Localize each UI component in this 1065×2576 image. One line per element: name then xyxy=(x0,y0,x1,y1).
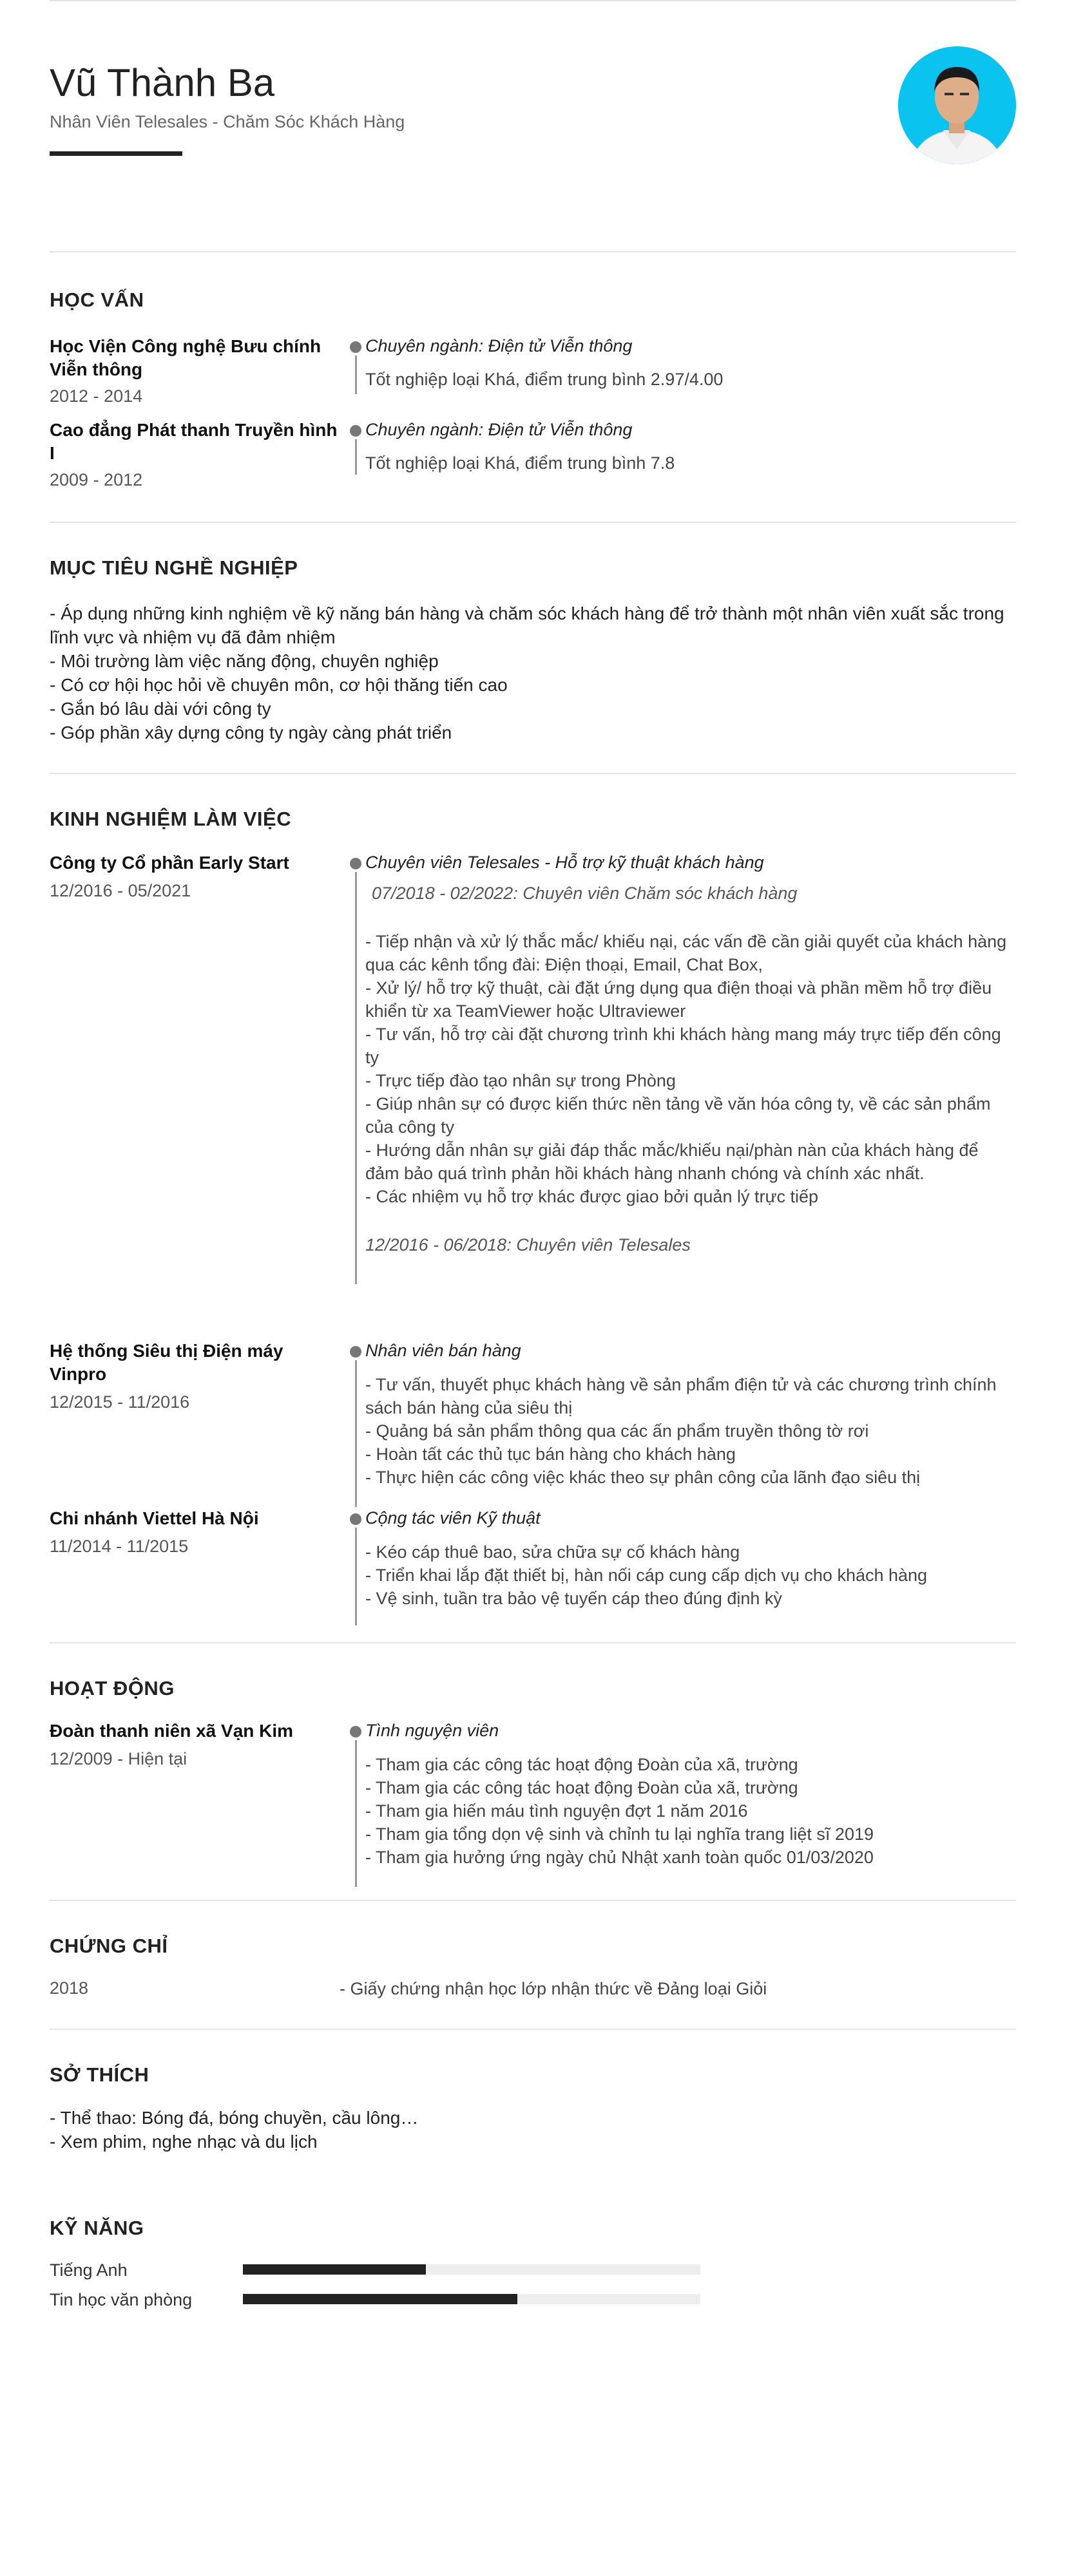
job-role: Chuyên viên Telesales - Hỗ trợ kỹ thuật khách hàng xyxy=(365,853,764,872)
experience-section xyxy=(50,773,1016,1643)
activity-dates: 12/2009 - Hiện tại xyxy=(50,1749,187,1768)
job-role: Nhân viên bán hàng xyxy=(365,1341,521,1360)
education-detail: Tốt nghiệp loại Khá, điểm trung bình 7.8 xyxy=(365,453,675,473)
job-detail: - Tiếp nhận và xử lý thắc mắc/ khiếu nại, các vấn đề cần giải quyết của khách hàng qua các kênh tổng đài: Điện thoại, Email, Chat Box, - Xử lý/ hỗ trợ kỹ thuật, cài đặt ứng dụng qua điện thoại và phần mềm hỗ trợ điều khiển từ xa TeamViewer hoặc Ultraviewer - Tư vấn, hỗ trợ cài đặt chương trình khi khách hàng mang máy trực tiếp đến công ty - Trực tiếp đào tạo nhân sự trong Phòng - Giúp nhân sự có được kiến thức nền tảng về văn hóa công ty, về các sản phẩm của công ty - Hướng dẫn nhân sự giải đáp thắc mắc/khiếu nại/phàn nàn của khách hàng để đảm bảo quá trình phản hồi khách hàng nhanh chóng và chính xác nhất. - Các nhiệm vụ hỗ trợ khác được giao bởi quản lý trực tiếp xyxy=(365,932,1007,1206)
timeline-line xyxy=(355,1528,357,1625)
timeline-line xyxy=(355,439,357,475)
timeline-dot xyxy=(350,425,361,437)
objective-text: - Áp dụng những kinh nghiệm về kỹ năng bán hàng và chăm sóc khách hàng để trở thành một nhân viên xuất sắc trong lĩnh vực và nhiệm vụ đã đảm nhiệm - Môi trường làm việc năng động, chuyên nghiệp - Có cơ hội học hỏi về chuyên môn, cơ hội thăng tiến cao - Gắn bó lâu dài với công ty - Góp phần xây dựng công ty ngày càng phát triển xyxy=(50,603,1004,743)
hobbies-section xyxy=(50,2029,1016,2184)
activity-detail: - Tham gia các công tác hoạt động Đoàn của xã, trường - Tham gia các công tác hoạt động Đoàn của xã, trường - Tham gia hiến máu tình nguyện đợt 1 năm 2016 - Tham gia tổng dọn vệ sinh và chỉnh tu lại nghĩa trang liệt sĩ 2019 - Tham gia hưởng ứng ngày chủ Nhật xanh toàn quốc 01/03/2020 xyxy=(365,1755,874,1867)
certificate-year: 2018 xyxy=(50,1978,89,1998)
profile-photo xyxy=(898,46,1016,164)
name-underline xyxy=(50,151,182,156)
job-dates: 11/2014 - 11/2015 xyxy=(50,1537,189,1556)
skill-bar-fill xyxy=(243,2264,426,2275)
skill-label: Tin học văn phòng xyxy=(50,2290,193,2309)
hobbies-text: - Thể thao: Bóng đá, bóng chuyền, cầu lông… - Xem phim, nghe nhạc và du lịch xyxy=(50,2108,419,2152)
timeline-line xyxy=(355,355,357,394)
timeline-dot xyxy=(350,1726,361,1738)
skill-label: Tiếng Anh xyxy=(50,2260,128,2280)
job-subrole: 07/2018 - 02/2022: Chuyên viên Chăm sóc khách hàng xyxy=(372,884,798,903)
job-dates: 12/2015 - 11/2016 xyxy=(50,1392,190,1412)
skill-bar-fill xyxy=(243,2294,517,2304)
timeline-dot xyxy=(350,858,361,869)
job-detail: - Kéo cáp thuê bao, sửa chữa sự cố khách hàng - Triển khai lắp đặt thiết bị, hàn nối cáp cung cấp dịch vụ cho khách hàng - Vệ sinh, tuần tra bảo vệ tuyến cáp theo đúng định kỳ xyxy=(365,1542,928,1608)
timeline-line xyxy=(355,1740,357,1887)
profile-photo-person-icon xyxy=(898,46,1016,164)
school-name: Cao đẳng Phát thanh Truyền hình I xyxy=(50,420,338,463)
education-major: Chuyên ngành: Điện tử Viễn thông xyxy=(365,420,633,439)
company-name: Hệ thống Siêu thị Điện máy Vinpro xyxy=(50,1341,283,1384)
education-dates: 2009 - 2012 xyxy=(50,470,143,489)
company-name: Công ty Cổ phần Early Start xyxy=(50,853,289,873)
candidate-title: Nhân Viên Telesales - Chăm Sóc Khách Hàng xyxy=(50,112,405,131)
skills-heading: KỸ NĂNG xyxy=(50,2217,144,2239)
top-border xyxy=(50,0,1016,1)
skill-bar xyxy=(243,2294,700,2304)
certificates-section xyxy=(50,1900,1016,2036)
timeline-dot xyxy=(350,341,361,353)
activities-section xyxy=(50,1642,1016,1901)
education-section xyxy=(50,251,1016,523)
objective-section xyxy=(50,522,1016,774)
candidate-name: Vũ Thành Ba xyxy=(50,61,275,104)
timeline-line xyxy=(355,872,357,1284)
job-detail: - Tư vấn, thuyết phục khách hàng về sản phẩm điện tử và các chương trình chính sách bán hàng của siêu thị - Quảng bá sản phẩm thông qua các ấn phẩm truyền thông tờ rơi - Hoàn tất các thủ tục bán hàng cho khách hàng - Thực hiện các công việc khác theo sự phân công của lãnh đạo siêu thị xyxy=(365,1375,997,1487)
organization-name: Đoàn thanh niên xã Vạn Kim xyxy=(50,1721,294,1741)
education-heading: HỌC VẤN xyxy=(50,289,144,311)
timeline-line xyxy=(355,1360,357,1507)
education-major: Chuyên ngành: Điện tử Viễn thông xyxy=(365,336,633,355)
hobbies-heading: SỞ THÍCH xyxy=(50,2063,149,2086)
timeline-dot xyxy=(350,1346,361,1358)
resume-header xyxy=(50,58,1016,161)
company-name: Chi nhánh Viettel Hà Nội xyxy=(50,1508,259,1528)
skills-section xyxy=(50,2183,1016,2376)
activity-role: Tình nguyện viên xyxy=(365,1721,499,1740)
education-detail: Tốt nghiệp loại Khá, điểm trung bình 2.97/4.00 xyxy=(365,370,724,389)
certificate-text: - Giấy chứng nhận học lớp nhận thức về Đảng loại Giỏi xyxy=(340,1979,767,1998)
certificates-heading: CHỨNG CHỈ xyxy=(50,1935,168,1957)
skill-bar xyxy=(243,2264,700,2275)
education-dates: 2012 - 2014 xyxy=(50,386,143,406)
timeline-dot xyxy=(350,1513,361,1525)
job-role: Cộng tác viên Kỹ thuật xyxy=(365,1508,541,1528)
job-dates: 12/2016 - 05/2021 xyxy=(50,881,191,900)
objective-heading: MỤC TIÊU NGHỀ NGHIỆP xyxy=(50,556,298,579)
school-name: Học Viện Công nghệ Bưu chính Viễn thông xyxy=(50,336,321,379)
job-subrole: 12/2016 - 06/2018: Chuyên viên Telesales xyxy=(365,1235,691,1255)
experience-heading: KINH NGHIỆM LÀM VIỆC xyxy=(50,808,292,830)
activities-heading: HOẠT ĐỘNG xyxy=(50,1677,175,1700)
